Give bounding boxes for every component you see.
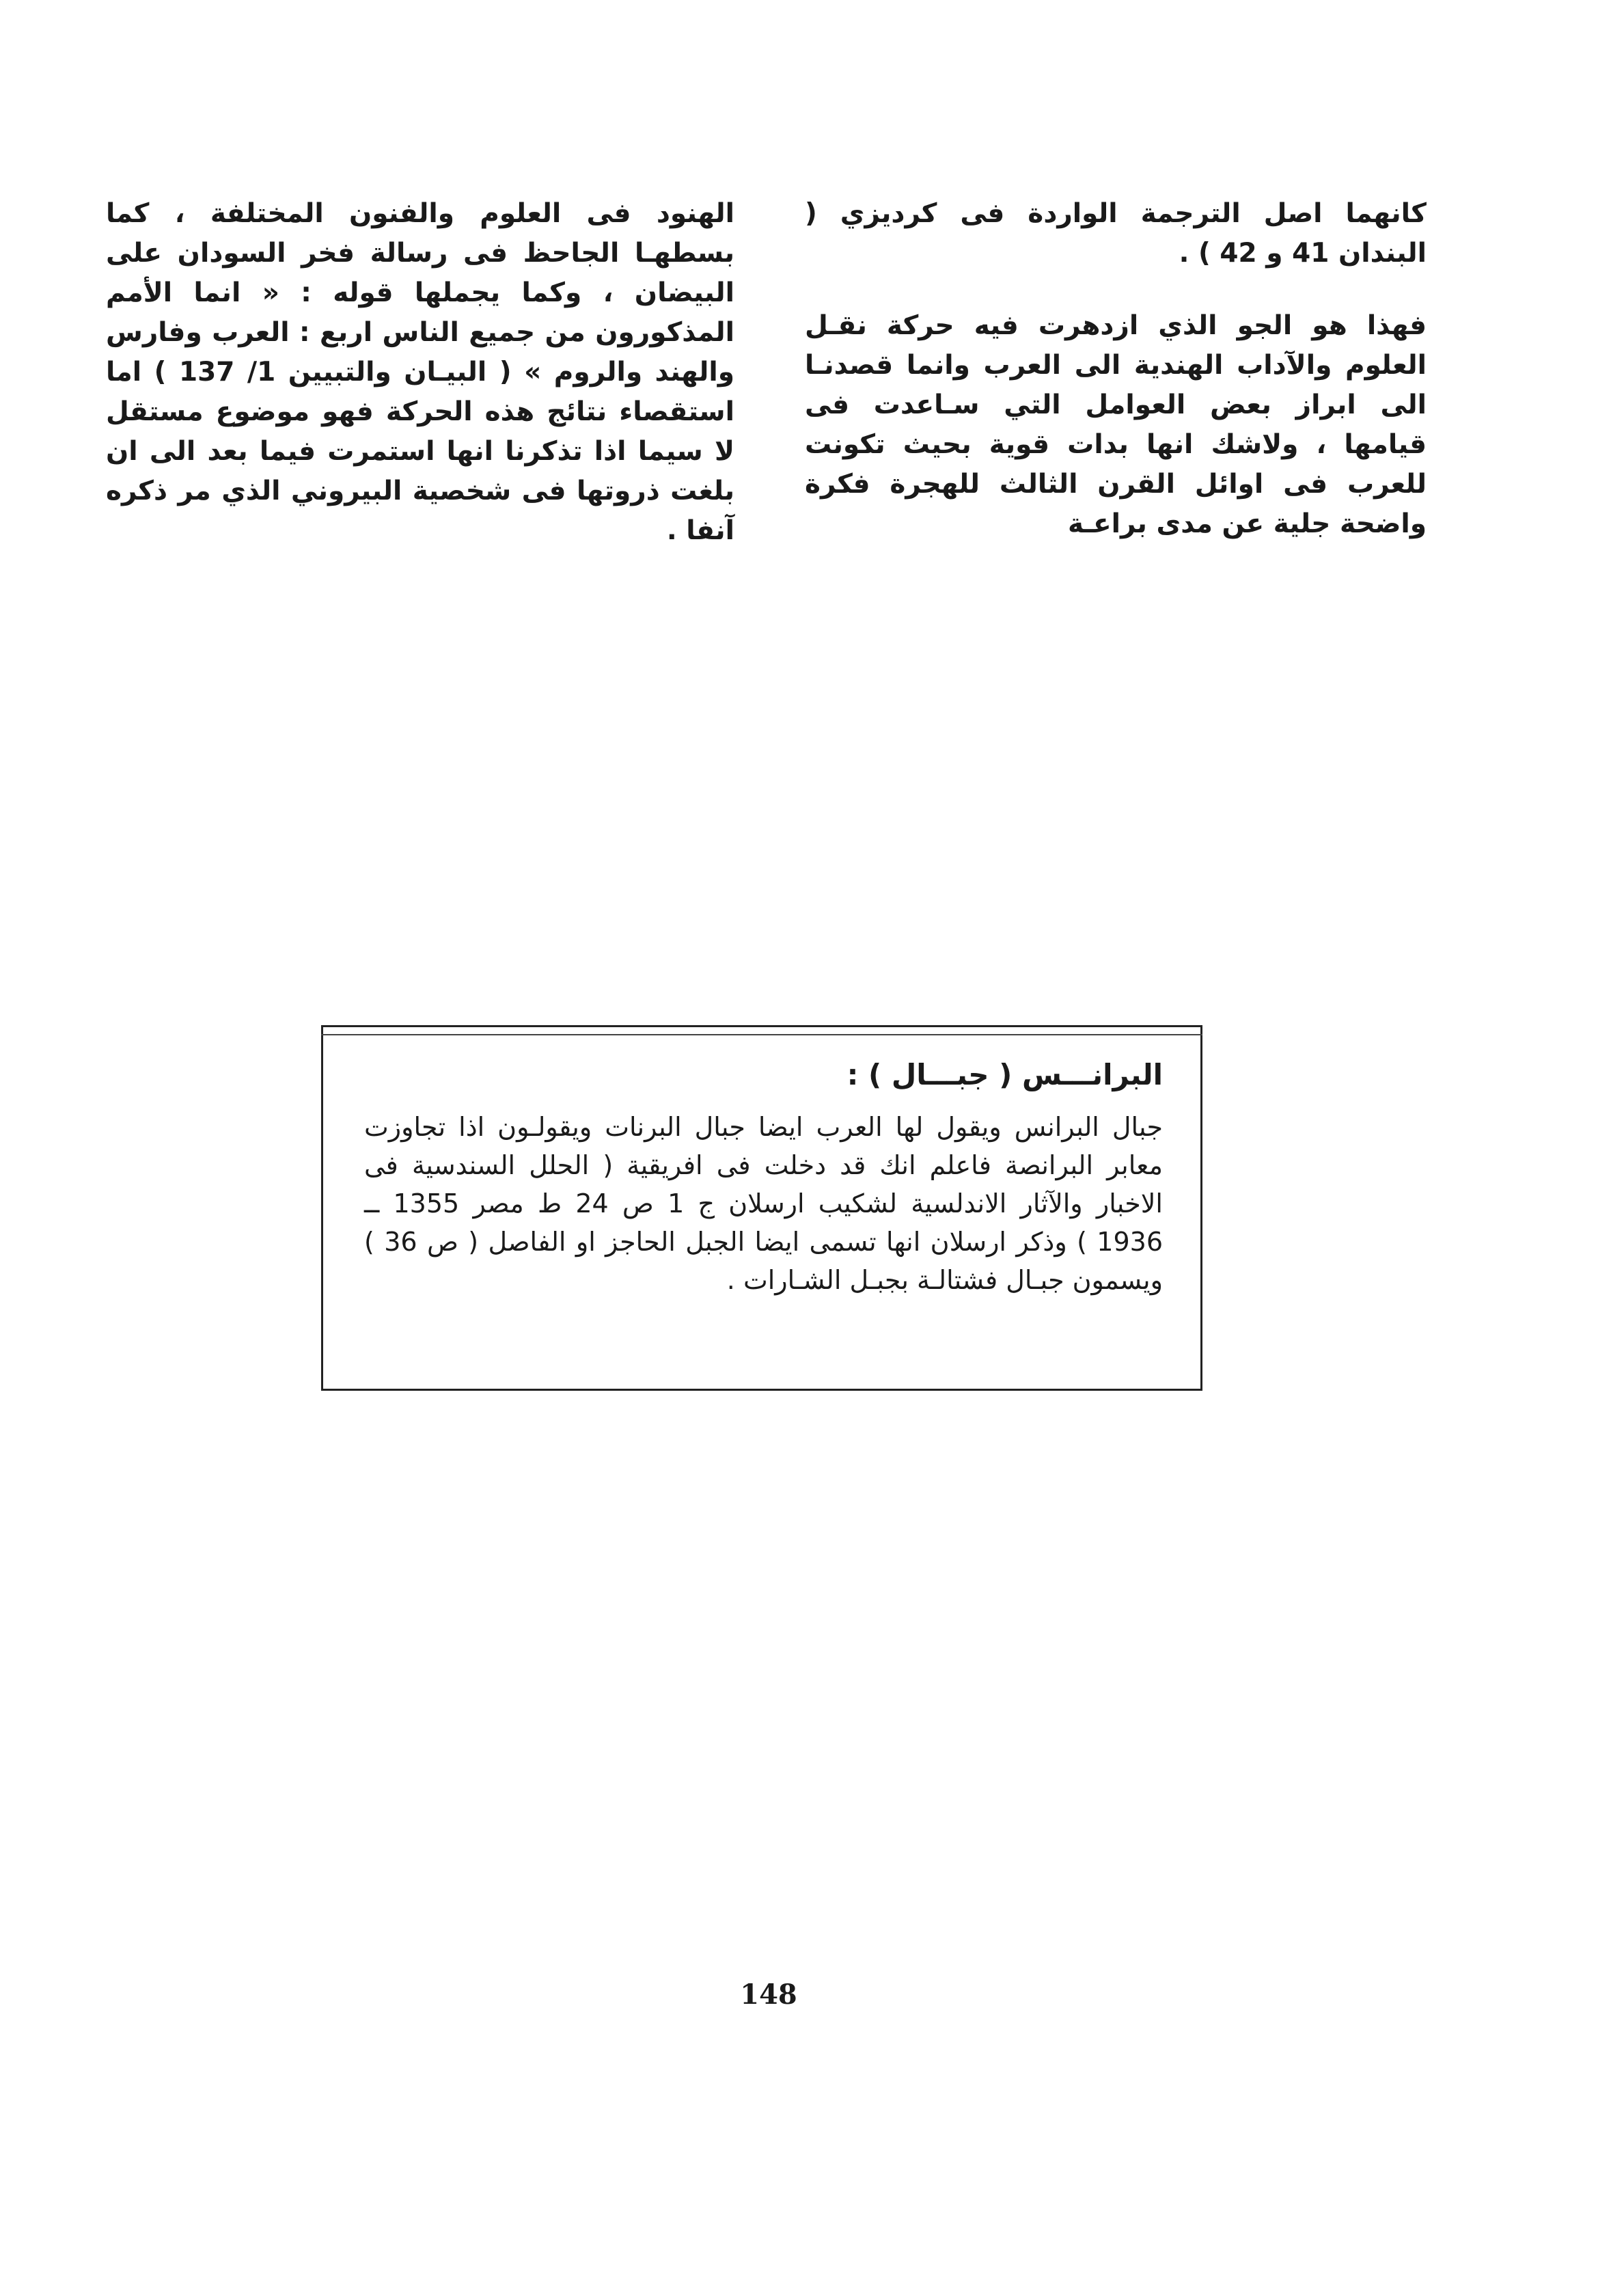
page-number: 148 (740, 1979, 797, 2011)
paragraph: كانهما اصل الترجمة الواردة فى كرديزي ( البندان 41 و 42 ) . (805, 198, 1427, 269)
note-body: جبال البرانس ويقول لها العرب ايضا جبال البرنات ويقولـون اذا تجاوزت معابر البرانصة فاعلم انك قد دخلت فى افريقية ( الحلل السندسية فى الاخبار والآثار الاندلسية لشكيب ارسلان ج 1 ص 24 ط مصر 1355 ــ 1936 ) وذكر ارسلان انها تسمى ايضا الجبل الحاجز او الفاصل ( ص 36 ) ويسمون جبـال فشتالـة بجبـل الشـارات . (364, 1112, 1164, 1295)
text-column-right (805, 194, 1427, 544)
text-column-left (106, 194, 734, 551)
note-title: البرانـــس ( جبـــال ) : (847, 1058, 1163, 1091)
boxed-note (321, 1025, 1202, 1391)
paragraph: فهذا هو الجو الذي ازدهرت فيه حركة نقـل العلوم والآداب الهندية الى العرب وانما قصدنـا الى ابراز بعض العوامل التي سـاعدت فى قيامها ، ولاشك انها بدات قوية بحيث تكونت للعرب فى اوائل القرن الثالث للهجرة فكرة واضحة جلية عن مدى براعـة (805, 310, 1427, 539)
paragraph: الهنود فى العلوم والفنون المختلفة ، كما بسطهـا الجاحظ فى رسالة فخر السودان على البيضان ، وكما يجملها قوله : « انما الأمم المذكورون من جميع الناس اربع : العرب وفارس والهند والروم » ( البيـان والتبيين 1/ 137 ) اما استقصاء نتائج هذه الحركة فهو موضوع مستقل لا سيما اذا تذكرنا انها استمرت فيما بعد الى ان بلغت ذروتها فى شخصية البيروني الذي مر ذكره آنفا . (106, 198, 734, 546)
